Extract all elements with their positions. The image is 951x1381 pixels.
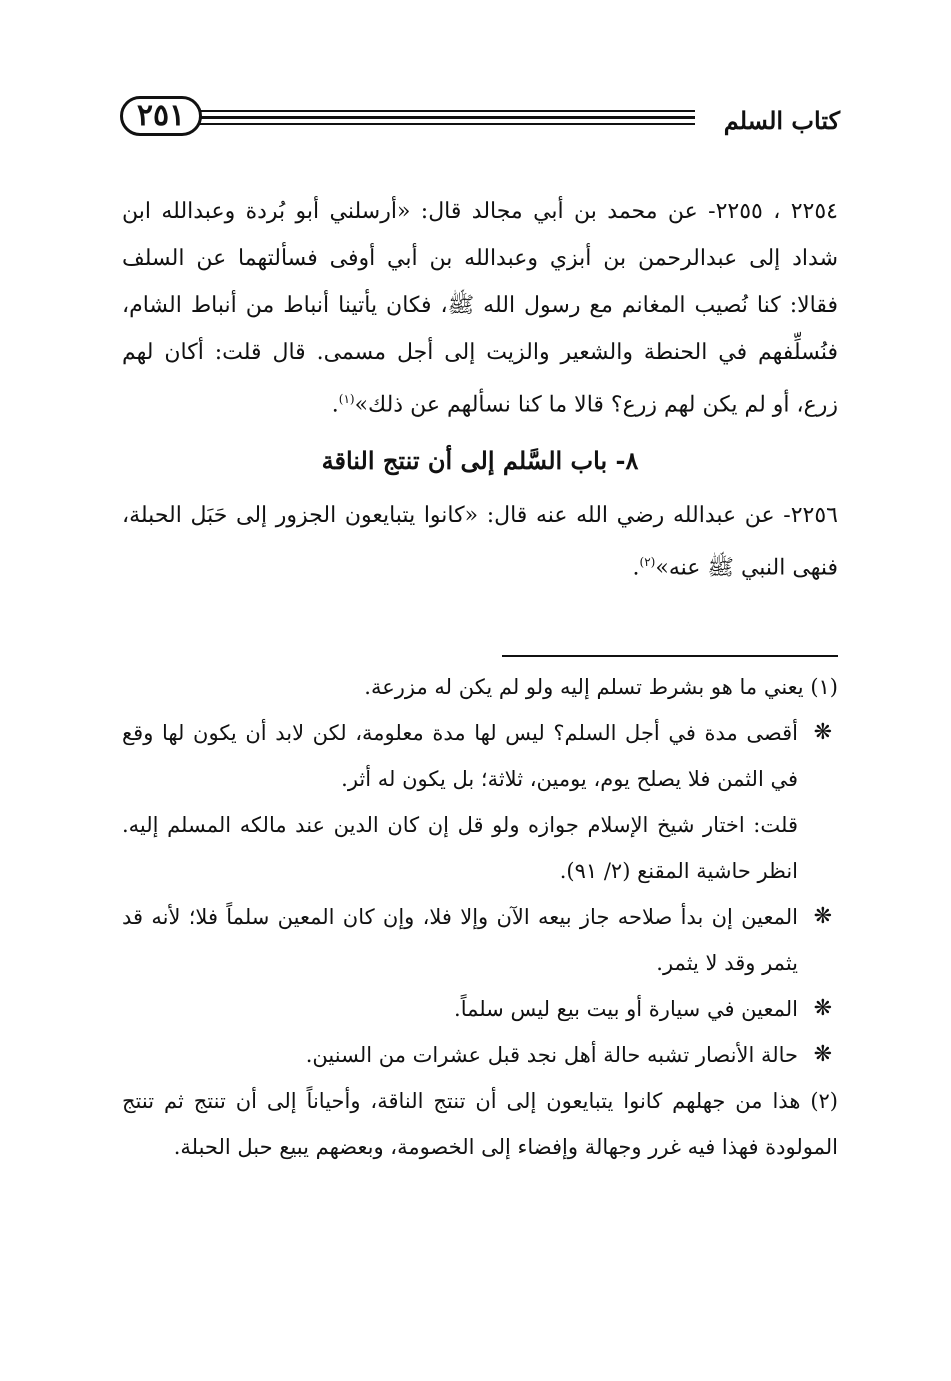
footnote-ref: (١) bbox=[338, 392, 355, 406]
hadith-paragraph bbox=[122, 188, 838, 428]
footnote-bullet bbox=[122, 986, 838, 1032]
hadith-text: ٢٢٥٤ ، ٢٢٥٥- عن محمد بن أبي مجالد قال: «أرسلني أبو بُردة وعبدالله ابن شداد إلى عبدالرحمن بن أبزي وعبدالله بن أبي أوفى فسألتهما عن السلف فقالا: كنا نُصيب المغانم مع رسول الله ﷺ، فكان يأتينا أنباط من أنباط الشام، فنُسلِّفهم في الحنطة والشعير والزيت إلى أجل مسمى. قال قلت: أكان لهم زرع، أو لم يكن لهم زرع؟ قالا ما كنا نسألهم عن ذلك» bbox=[122, 199, 838, 418]
footnote-divider bbox=[502, 655, 838, 657]
header-rule bbox=[200, 123, 695, 125]
hadith-paragraph bbox=[122, 492, 838, 591]
footnote-ref: (٢) bbox=[639, 555, 656, 570]
main-text bbox=[122, 188, 838, 592]
period: . bbox=[331, 392, 339, 418]
star-icon: ❋ bbox=[813, 996, 832, 1021]
hadith-text: ٢٢٥٦- عن عبدالله رضي الله عنه قال: «كانوا يتبايعون الجزور إلى حَبَل الحبلة، فنهى النبي ﷺ عنه» bbox=[122, 503, 838, 581]
page-header bbox=[120, 96, 840, 148]
bullet-text: المعين إن بدأ صلاحه جاز بيعه الآن وإلا فلا، وإن كان المعين سلماً فلا؛ لأنه قد يثمر وقد لا يثمر. bbox=[122, 905, 799, 975]
footnote-bullet bbox=[122, 710, 838, 802]
bullet-text: حالة الأنصار تشبه حالة أهل نجد قبل عشرات من السنين. bbox=[305, 1043, 798, 1067]
section-heading: ٨- باب السَّلم إلى أن تنتج الناقة bbox=[321, 446, 639, 476]
bullet-text: المعين في سيارة أو بيت بيع ليس سلماً. bbox=[454, 997, 798, 1021]
page-number: ٢٥١ bbox=[120, 96, 202, 136]
bullet-text: أقصى مدة في أجل السلم؟ ليس لها مدة معلومة، لكن لابد أن يكون لها وقع في الثمن فلا يصلح يوم، يومين، ثلاثة؛ بل يكون له أثر. bbox=[122, 721, 798, 791]
footnote: (١) يعني ما هو بشرط تسلم إليه ولو لم يكن له مزرعة. bbox=[364, 675, 838, 699]
bullet-continuation: قلت: اختار شيخ الإسلام جوازه ولو قل إن كان الدين عند مالكه المسلم إليه. انظر حاشية المقنع (٢/ ٩١). bbox=[122, 813, 798, 883]
period: . bbox=[632, 555, 640, 581]
book-title: كتاب السلم bbox=[723, 106, 840, 135]
header-rule bbox=[200, 116, 695, 119]
footnotes bbox=[122, 664, 838, 1170]
star-icon: ❋ bbox=[813, 720, 832, 745]
footnote-bullet bbox=[122, 894, 838, 986]
footnote: (٢) هذا من جهلهم كانوا يتبايعون إلى أن تنتج الناقة، وأحياناً إلى أن تنتج ثم تنتج المولودة فهذا فيه غرر وجهالة وإفضاء إلى الخصومة، وبعضهم يبيع حبل الحبلة. bbox=[122, 1089, 838, 1159]
star-icon: ❋ bbox=[813, 1042, 832, 1067]
footnote-bullet bbox=[122, 1032, 838, 1078]
header-rule bbox=[200, 110, 695, 112]
star-icon: ❋ bbox=[813, 904, 832, 929]
